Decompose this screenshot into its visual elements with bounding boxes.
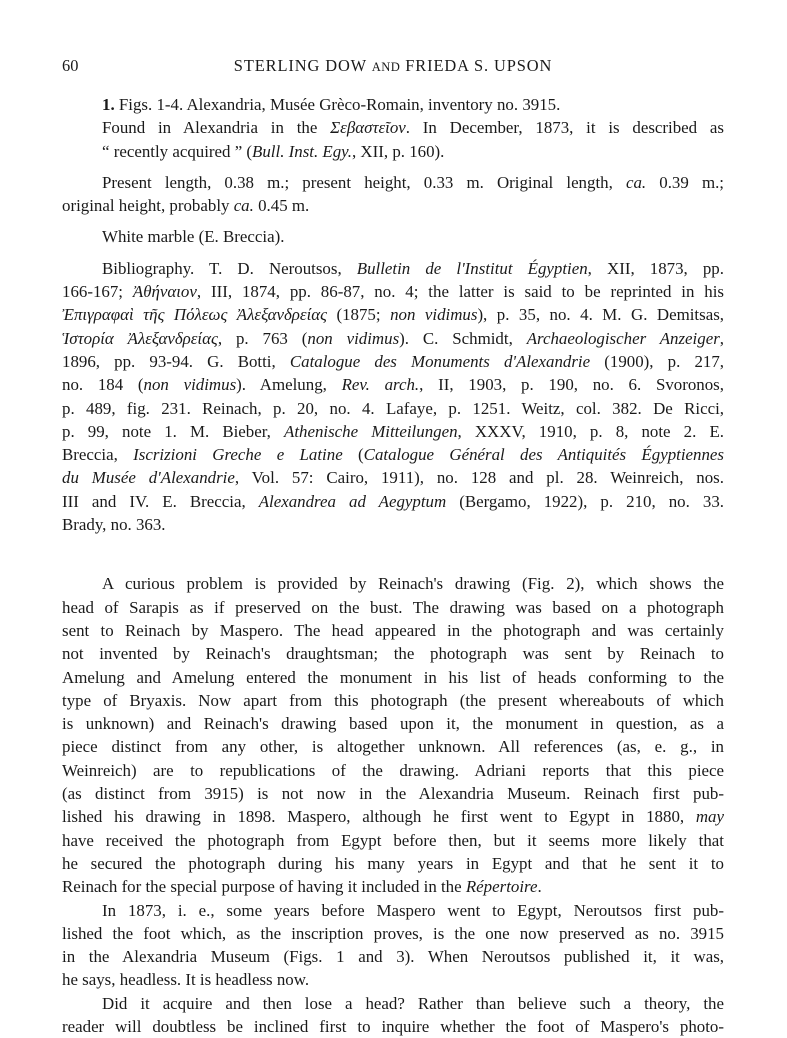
bibliography-paragraph: Bibliography. T. D. Neroutsos, Bulletin de l'Institut Égyptien, XII, 1873, pp. <box>102 258 724 278</box>
dimensions-paragraph: Present length, 0.38 m.; present height, 0.33 m. Original length, ca. 0.39 m.; <box>102 172 724 192</box>
running-title <box>62 56 724 76</box>
running-title-and: AND <box>371 60 401 74</box>
material-paragraph: White marble (E. Breccia). <box>102 227 285 247</box>
journal-title: Bull. Inst. Egy. <box>252 141 352 161</box>
bibliography-paragraph-cont: 166-167; Ἀθήναιον, III, 1874, pp. 86-87, no. 4; the latter is said to be reprinted in his Ἐπιγραφαὶ τῆς Πόλεως Ἀλεξανδρείας (1875; non vidimus), p. 35, no. 4. M. G. Demitsas, Ἱστορία Ἀλεξανδρείας, p. 763 (non vidimus). C. Schmidt, Archaeologischer Anzeiger, 1896, pp. 93-94. G. Botti, Catalogue des Monuments d'Alexandrie (1900), p. 217, no. 184 (non vidimus). Amelung, Rev. arch., II, 1903, p. 190, no. 6. Svoronos, p. 489, fig. 231. Reinach, p. 20, no. 4. Lafaye, p. 1251. Weitz, col. 382. De Ricci, p. 99, note 1. M. Bieber, Athenische Mitteilungen, XXXV, 1910, p. 8, note 2. E. Breccia, Iscrizioni Greche e Latine (Catalogue Général des Antiquités Égyptiennes du Musée d'Alexandrie, Vol. 57: Cairo, 1911), no. 128 and pl. 28. Weinreich, nos. III and IV. E. Breccia, Alexandrea ad Aegyptum (Bergamo, 1922), p. 210, no. 33. Brady, no. 363. <box>62 282 725 535</box>
running-title-author-2: FRIEDA S. UPSON <box>405 56 553 75</box>
page-header <box>62 56 724 86</box>
dimensions-paragraph-cont: original height, probably ca. 0.45 m. <box>62 196 310 216</box>
discussion-paragraph-2: In 1873, i. e., some years before Maspero went to Egypt, Neroutsos first pub- <box>102 900 724 920</box>
page-body <box>62 93 724 1038</box>
discussion-paragraph-3: Did it acquire and then lose a head? Rather than believe such a theory, the <box>102 993 724 1013</box>
entry-number: 1. <box>102 95 115 114</box>
discussion-paragraph-1: A curious problem is provided by Reinach's drawing (Fig. 2), which shows the <box>102 574 724 594</box>
found-paragraph: Found in Alexandria in the Σεβαστεῖον. In December, 1873, it is described as “ recently acquired ” (Bull. Inst. Egy., XII, p. 160). <box>102 118 724 161</box>
discussion-paragraph-3-cont: reader will doubtless be inclined first to inquire whether the foot of Maspero's photo- <box>62 1016 724 1036</box>
running-title-author-1: STERLING DOW <box>233 56 367 75</box>
discussion-paragraph-2-cont: lished the foot which, as the inscription proves, is the one now preserved as no. 3915 in the Alexandria Museum (Figs. 1 and 3). When Neroutsos published it, it was, he says, headless. It is headless now. <box>62 923 724 990</box>
entry-title: 1. Figs. 1-4. Alexandria, Musée Grèco-Romain, inventory no. 3915. <box>102 95 561 114</box>
page-number: 60 <box>62 56 79 75</box>
discussion-paragraph-1-cont: head of Sarapis as if preserved on the bust. The drawing was based on a photograph sent to Reinach by Maspero. The head appeared in the photograph and was certainly not invented by Reinach's draughtsman; the photograph was sent by Reinach to Amelung and Amelung entered the monument in his list of heads conforming to the type of Bryaxis. Now apart from this photograph (the present whereabouts of which is unknown) and Reinach's drawing based upon it, the monument in question, as a piece distinct from any other, is altogether unknown. All references (as, e. g., in Weinreich) are to republications of the drawing. Adriani reports that this piece (as distinct from 3915) is not now in the Alexandria Museum. Reinach first pub- lished his drawing in 1898. Maspero, although he first went to Egypt in 1880, may have received the photograph from Egypt before then, but it seems more likely that he secured the photograph during his many years in Egypt and that he sent it to Reinach for the special purpose of having it included in the Répertoire. <box>62 597 724 897</box>
greek-term: Σεβαστεῖον <box>330 118 406 138</box>
